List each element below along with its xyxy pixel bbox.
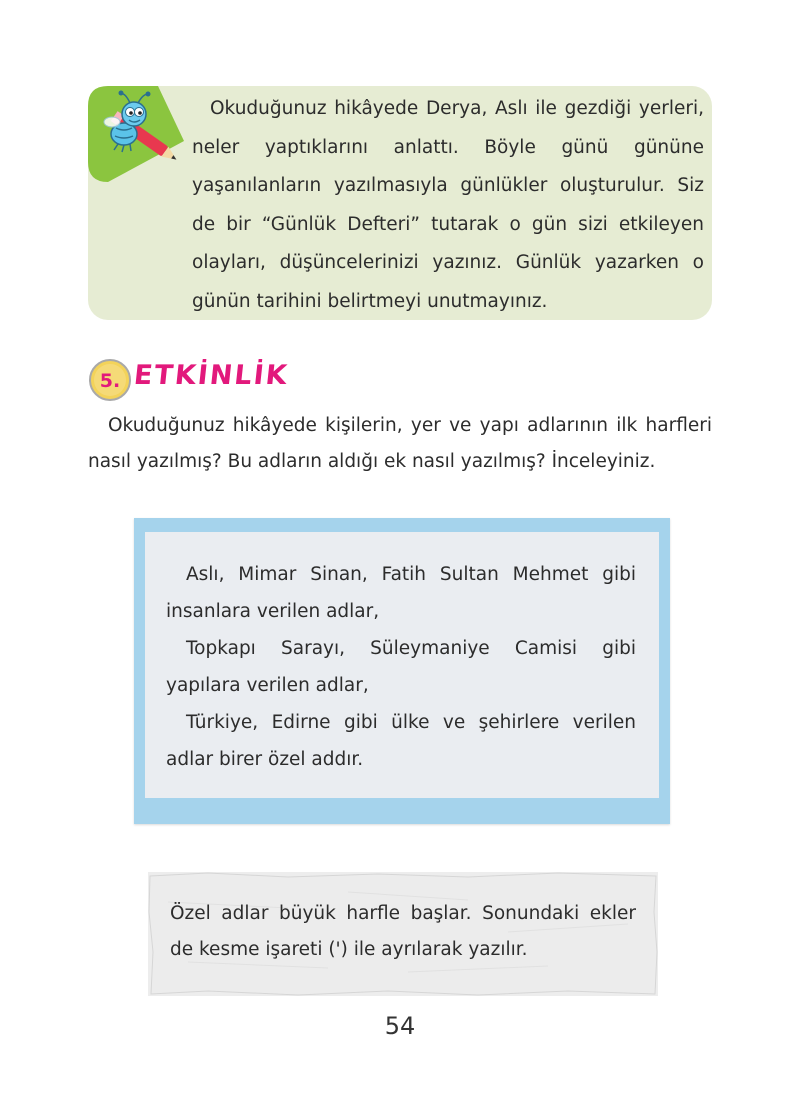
page-number: 54: [384, 1012, 416, 1040]
info-text: [166, 556, 636, 778]
instruction-text: Okuduğunuz hikâyede Derya, Aslı ile gezdiği yerleri, neler yaptıklarını anlattı. Böyle günü gününe yaşanılanların yazılmasıyla günlükler oluşturulur. Siz de bir “Günlük Defteri” tutarak o gün sizi etkileyen olayları, düşüncelerinizi yazınız. Günlük yazarken o günün tarihini belirtmeyi unutmayınız.: [192, 98, 704, 312]
bee-with-pencil-icon: [88, 86, 198, 186]
info-paragraph-buildings: Topkapı Sarayı, Süleymaniye Camisi gibi yapılara verilen adlar,: [166, 638, 636, 696]
activity-title: ETKİNLİK: [132, 360, 291, 391]
info-paragraph-people: Aslı, Mimar Sinan, Fatih Sultan Mehmet gibi insanlara verilen adlar,: [166, 564, 636, 622]
activity-number-badge: [88, 358, 132, 402]
info-paragraph-places: Türkiye, Edirne gibi ülke ve şehirlere verilen adlar birer özel addır.: [166, 712, 636, 770]
activity-number: 5.: [99, 370, 121, 392]
rule-text: Özel adlar büyük harfle başlar. Sonundaki ekler de kesme işareti (') ile ayrılarak yazılır.: [170, 903, 636, 960]
activity-question: Okuduğunuz hikâyede kişilerin, yer ve yapı adlarının ilk harfleri nasıl yazılmış? Bu adların aldığı ek nasıl yazılmış? İnceleyiniz.: [88, 415, 712, 472]
